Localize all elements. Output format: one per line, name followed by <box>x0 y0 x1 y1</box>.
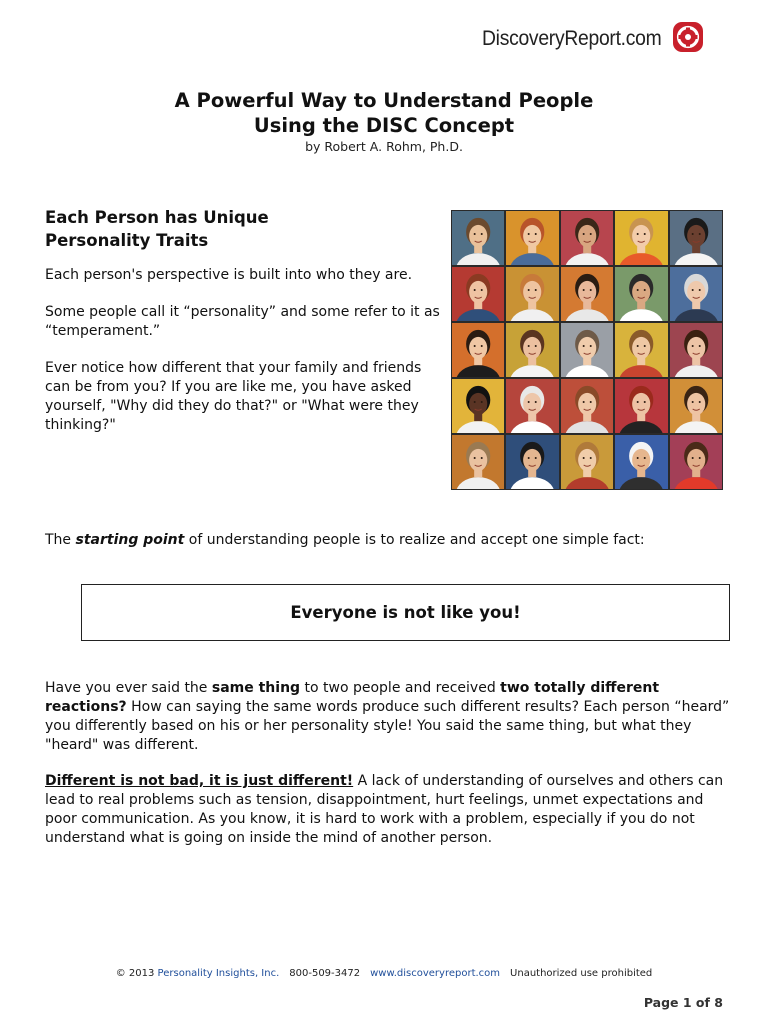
brand-header <box>482 20 705 58</box>
portrait-photo <box>615 435 667 489</box>
starting-point-sentence <box>45 531 735 550</box>
portrait-photo-grid <box>451 210 723 490</box>
page-number: Page 1 of 8 <box>643 995 723 1010</box>
footer-phone: 800-509-3472 <box>289 968 361 979</box>
portrait-photo <box>506 211 558 265</box>
intro-paragraph-3: Ever notice how different that your family and friends can be from you? If you are like me, you have asked yourself, "Why did they do that?" or "What were they thinking?" <box>45 360 422 433</box>
footer-notice: Unauthorized use prohibited <box>510 968 653 979</box>
para1-text-e: How can saying the same words produce such different results? Each person “heard” you differently based on his or her personality style! You said the same thing, but what they "heard" was different. <box>45 699 730 753</box>
portrait-photo <box>615 211 667 265</box>
para1-text-a: Have you ever said the <box>45 680 212 696</box>
section-heading-line-1: Each Person has Unique <box>45 208 269 227</box>
portrait-photo <box>506 379 558 433</box>
portrait-photo <box>561 211 613 265</box>
portrait-photo <box>561 323 613 377</box>
portrait-photo <box>670 267 722 321</box>
para1-text-c: to two people and received <box>300 680 501 696</box>
brand-name: DiscoveryReport.com <box>482 27 662 50</box>
section-heading <box>45 206 425 252</box>
portrait-photo <box>615 379 667 433</box>
portrait-photo <box>452 211 504 265</box>
portrait-photo <box>615 323 667 377</box>
different-paragraph <box>45 772 735 848</box>
footer-copyright: © 2013 <box>115 968 158 979</box>
intro-text <box>45 266 440 453</box>
portrait-photo <box>506 435 558 489</box>
intro-paragraph-2: Some people call it “personality” and some refer to it as “temperament.” <box>45 304 440 339</box>
portrait-photo <box>506 323 558 377</box>
start-text-post: of understanding people is to realize and accept one simple fact: <box>184 532 645 548</box>
title-line-1: A Powerful Way to Understand People <box>174 89 594 112</box>
portrait-photo <box>506 267 558 321</box>
portrait-photo <box>452 323 504 377</box>
callout-box <box>81 584 730 641</box>
portrait-photo <box>452 267 504 321</box>
para1-bold-reactions: two totally different reactions? <box>45 680 660 715</box>
title-line-2: Using the DISC Concept <box>253 114 515 137</box>
document-title <box>0 88 768 154</box>
start-emphasis: starting point <box>75 532 185 548</box>
portrait-photo <box>670 435 722 489</box>
section-heading-line-2: Personality Traits <box>45 231 209 250</box>
intro-paragraph-1: Each person's perspective is built into who they are. <box>45 267 413 283</box>
portrait-photo <box>452 435 504 489</box>
portrait-photo <box>670 211 722 265</box>
para2-text: A lack of understanding of ourselves and others can lead to real problems such as tension, disappointment, hurt feelings, unmet expectations and poor communication. As you know, it is hard to work with a problem, especially if you do not understand what is going on inside the mind of another person. <box>45 773 724 846</box>
para1-bold-same-thing: same thing <box>211 680 301 696</box>
same-thing-paragraph <box>45 679 735 755</box>
portrait-photo <box>452 379 504 433</box>
footer <box>0 968 768 979</box>
portrait-photo <box>561 379 613 433</box>
start-text-pre: The <box>45 532 76 548</box>
author-byline: by Robert A. Rohm, Ph.D. <box>305 139 463 154</box>
portrait-photo <box>615 267 667 321</box>
portrait-photo <box>561 267 613 321</box>
portrait-photo <box>670 379 722 433</box>
footer-company: Personality Insights, Inc. <box>157 968 280 979</box>
logo-icon <box>671 20 705 58</box>
footer-website-link[interactable]: www.discoveryreport.com <box>370 968 501 979</box>
portrait-photo <box>670 323 722 377</box>
para2-underlined-lead: Different is not bad, it is just different! <box>45 773 354 789</box>
portrait-photo <box>561 435 613 489</box>
callout-text: Everyone is not like you! <box>290 603 521 622</box>
